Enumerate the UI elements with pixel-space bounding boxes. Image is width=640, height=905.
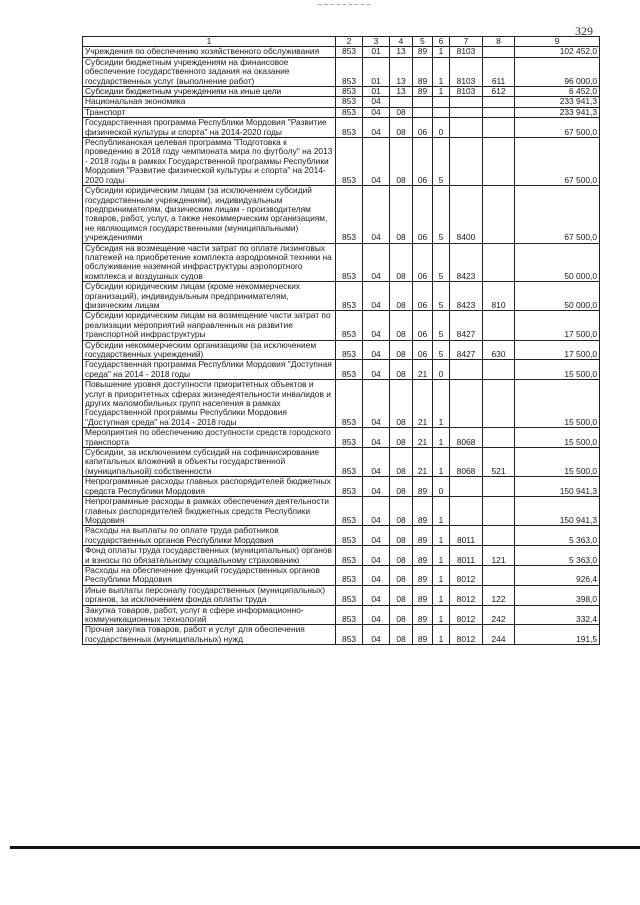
row-admin-code: 853 <box>336 380 363 428</box>
row-direction: 8103 <box>450 47 483 57</box>
table-row <box>83 97 600 107</box>
row-subprogram: 1 <box>433 428 450 448</box>
row-subsection: 08 <box>390 477 413 497</box>
row-expense-type <box>483 107 515 117</box>
row-direction: 8423 <box>450 243 483 282</box>
row-section: 04 <box>363 107 390 117</box>
row-subsection: 08 <box>390 448 413 477</box>
row-name: Республиканская целевая программа "Подготовка к проведению в 2018 году чемпионата мира по футболу" на 2013 - 2018 годы в рамках Государственной программы Республики Мордовия "Развитие физической культуры и спорта" на 2014-2020 годы <box>83 138 336 186</box>
row-amount: 150 941,3 <box>515 497 600 526</box>
row-program: 89 <box>413 585 433 605</box>
row-amount: 5 363,0 <box>515 526 600 546</box>
row-admin-code: 853 <box>336 311 363 340</box>
table-row <box>83 282 600 311</box>
row-subprogram: 0 <box>433 360 450 380</box>
row-subprogram: 5 <box>433 186 450 243</box>
row-direction <box>450 497 483 526</box>
row-program: 06 <box>413 118 433 138</box>
row-subprogram: 5 <box>433 340 450 360</box>
header-col-2: 2 <box>336 37 363 47</box>
row-section: 04 <box>363 311 390 340</box>
row-subsection: 08 <box>390 605 413 625</box>
row-expense-type <box>483 380 515 428</box>
row-admin-code: 853 <box>336 47 363 57</box>
row-expense-type: 612 <box>483 87 515 97</box>
row-direction: 8012 <box>450 565 483 585</box>
row-section: 04 <box>363 448 390 477</box>
table-row <box>83 107 600 117</box>
row-amount: 96 000,0 <box>515 57 600 86</box>
row-name: Иные выплаты персоналу государственных (муниципальных) органов, за исключением фонда оплаты труда <box>83 585 336 605</box>
row-direction <box>450 107 483 117</box>
row-section: 04 <box>363 605 390 625</box>
header-col-7: 7 <box>450 37 483 47</box>
row-section: 04 <box>363 565 390 585</box>
row-direction: 8427 <box>450 311 483 340</box>
row-subprogram: 5 <box>433 243 450 282</box>
row-admin-code: 853 <box>336 546 363 566</box>
row-expense-type <box>483 360 515 380</box>
row-direction: 8423 <box>450 282 483 311</box>
row-admin-code: 853 <box>336 186 363 243</box>
row-amount: 191,5 <box>515 625 600 645</box>
row-subsection <box>390 97 413 107</box>
row-section: 01 <box>363 57 390 86</box>
row-program: 89 <box>413 605 433 625</box>
row-subprogram: 5 <box>433 282 450 311</box>
row-name: Государственная программа Республики Мордовия "Развитие физической культуры и спорта" на 2014-2020 годы <box>83 118 336 138</box>
row-direction <box>450 477 483 497</box>
row-subsection: 08 <box>390 625 413 645</box>
row-program: 06 <box>413 311 433 340</box>
row-subsection: 08 <box>390 360 413 380</box>
row-expense-type <box>483 118 515 138</box>
header-col-5: 5 <box>413 37 433 47</box>
bottom-scan-edge <box>10 846 640 849</box>
row-amount: 15 500,0 <box>515 360 600 380</box>
table-row <box>83 497 600 526</box>
row-admin-code: 853 <box>336 243 363 282</box>
row-direction <box>450 97 483 107</box>
row-program: 89 <box>413 546 433 566</box>
row-name: Государственная программа Республики Мордовия "Доступная среда" на 2014 - 2018 годы <box>83 360 336 380</box>
row-program: 06 <box>413 243 433 282</box>
row-admin-code: 853 <box>336 477 363 497</box>
row-direction: 8103 <box>450 57 483 86</box>
row-direction <box>450 118 483 138</box>
header-col-8: 8 <box>483 37 515 47</box>
row-name: Закупка товаров, работ, услуг в сфере информационно-коммуникационных технологий <box>83 605 336 625</box>
table-row <box>83 243 600 282</box>
row-subsection: 13 <box>390 47 413 57</box>
row-admin-code: 853 <box>336 97 363 107</box>
row-subprogram: 1 <box>433 585 450 605</box>
row-subsection: 08 <box>390 526 413 546</box>
row-amount: 50 000,0 <box>515 243 600 282</box>
row-subsection: 13 <box>390 57 413 86</box>
header-col-1: 1 <box>83 37 336 47</box>
row-amount: 50 000,0 <box>515 282 600 311</box>
row-subsection: 08 <box>390 107 413 117</box>
row-section: 04 <box>363 186 390 243</box>
row-section: 04 <box>363 118 390 138</box>
row-amount: 233 941,3 <box>515 97 600 107</box>
header-col-3: 3 <box>363 37 390 47</box>
row-program: 89 <box>413 47 433 57</box>
row-expense-type: 242 <box>483 605 515 625</box>
table-row <box>83 340 600 360</box>
row-subprogram: 0 <box>433 477 450 497</box>
row-subprogram: 1 <box>433 546 450 566</box>
row-program: 89 <box>413 526 433 546</box>
row-subprogram: 1 <box>433 625 450 645</box>
table-row <box>83 526 600 546</box>
row-direction: 8012 <box>450 625 483 645</box>
table-row <box>83 186 600 243</box>
table-row <box>83 565 600 585</box>
row-subprogram: 5 <box>433 138 450 186</box>
row-name: Субсидии юридическим лицам (за исключением субсидий государственным учреждениям), индивидуальным предпринимателям, физическим лицам - производителям товаров, работ, услуг, а также некоммерческим организациям, не являющимся государственными (муниципальными) учреждениями <box>83 186 336 243</box>
row-subprogram: 1 <box>433 448 450 477</box>
header-col-4: 4 <box>390 37 413 47</box>
row-admin-code: 853 <box>336 605 363 625</box>
row-subsection: 08 <box>390 243 413 282</box>
row-subsection: 08 <box>390 546 413 566</box>
row-name: Субсидии бюджетным учреждениям на иные цели <box>83 87 336 97</box>
row-expense-type: 630 <box>483 340 515 360</box>
row-expense-type: 611 <box>483 57 515 86</box>
row-expense-type: 810 <box>483 282 515 311</box>
row-name: Прочая закупка товаров, работ и услуг для обеспечения государственных (муниципальных) нужд <box>83 625 336 645</box>
row-section: 01 <box>363 87 390 97</box>
row-subsection: 13 <box>390 87 413 97</box>
row-amount: 67 500,0 <box>515 118 600 138</box>
row-name: Транспорт <box>83 107 336 117</box>
row-amount: 15 500,0 <box>515 380 600 428</box>
row-amount: 926,4 <box>515 565 600 585</box>
row-section: 04 <box>363 625 390 645</box>
row-subsection: 08 <box>390 138 413 186</box>
row-amount: 67 500,0 <box>515 138 600 186</box>
row-program: 06 <box>413 340 433 360</box>
row-subprogram: 1 <box>433 605 450 625</box>
row-section: 04 <box>363 380 390 428</box>
row-name: Субсидия на возмещение части затрат по оплате лизинговых платежей на приобретение комплекта аэродромной техники на обслуживание наземной инфраструктуры аэропортного комплекса и воздушных судов <box>83 243 336 282</box>
row-name: Непрограммные расходы главных распорядителей бюджетных средств Республики Мордовия <box>83 477 336 497</box>
row-expense-type <box>483 138 515 186</box>
row-program: 89 <box>413 87 433 97</box>
row-expense-type <box>483 565 515 585</box>
row-subprogram <box>433 107 450 117</box>
row-section: 04 <box>363 340 390 360</box>
row-admin-code: 853 <box>336 428 363 448</box>
budget-table <box>82 36 600 645</box>
row-amount: 5 363,0 <box>515 546 600 566</box>
row-expense-type <box>483 311 515 340</box>
page-number: 329 <box>575 24 593 38</box>
row-program <box>413 97 433 107</box>
row-expense-type <box>483 97 515 107</box>
row-direction: 8068 <box>450 448 483 477</box>
row-amount: 150 941,3 <box>515 477 600 497</box>
row-name: Субсидии бюджетным учреждениям на финансовое обеспечение государственного задания на оказание государственных услуг (выполнение работ) <box>83 57 336 86</box>
row-amount: 67 500,0 <box>515 186 600 243</box>
table-row <box>83 585 600 605</box>
row-section: 04 <box>363 546 390 566</box>
row-program: 89 <box>413 565 433 585</box>
row-name: Учреждения по обеспечению хозяйственного обслуживания <box>83 47 336 57</box>
row-section: 01 <box>363 47 390 57</box>
row-subprogram: 1 <box>433 47 450 57</box>
table-row <box>83 360 600 380</box>
row-expense-type <box>483 243 515 282</box>
table-row <box>83 448 600 477</box>
row-subprogram: 1 <box>433 497 450 526</box>
row-admin-code: 853 <box>336 87 363 97</box>
row-program: 06 <box>413 138 433 186</box>
row-direction: 8012 <box>450 585 483 605</box>
row-program: 21 <box>413 428 433 448</box>
row-admin-code: 853 <box>336 107 363 117</box>
row-direction: 8400 <box>450 186 483 243</box>
row-expense-type: 121 <box>483 546 515 566</box>
row-amount: 102 452,0 <box>515 47 600 57</box>
row-subprogram: 1 <box>433 87 450 97</box>
row-admin-code: 853 <box>336 118 363 138</box>
row-expense-type <box>483 47 515 57</box>
row-section: 04 <box>363 138 390 186</box>
row-expense-type: 244 <box>483 625 515 645</box>
table-row <box>83 118 600 138</box>
row-name: Национальная экономика <box>83 97 336 107</box>
row-direction: 8011 <box>450 526 483 546</box>
row-section: 04 <box>363 497 390 526</box>
row-section: 04 <box>363 428 390 448</box>
table-row <box>83 87 600 97</box>
table-row <box>83 625 600 645</box>
row-subprogram: 1 <box>433 57 450 86</box>
row-name: Расходы на обеспечение функций государственных органов Республики Мордовия <box>83 565 336 585</box>
row-subprogram <box>433 97 450 107</box>
row-subsection: 08 <box>390 340 413 360</box>
row-program: 89 <box>413 477 433 497</box>
row-section: 04 <box>363 282 390 311</box>
row-section: 04 <box>363 477 390 497</box>
row-name: Фонд оплаты труда государственных (муниципальных) органов и взносы по обязательному социальному страхованию <box>83 546 336 566</box>
row-subsection: 08 <box>390 380 413 428</box>
row-direction: 8427 <box>450 340 483 360</box>
row-admin-code: 853 <box>336 585 363 605</box>
row-amount: 332,4 <box>515 605 600 625</box>
row-name: Субсидии некоммерческим организациям (за исключением государственных учреждений) <box>83 340 336 360</box>
table-header-row <box>83 37 600 47</box>
row-expense-type: 521 <box>483 448 515 477</box>
row-subsection: 08 <box>390 311 413 340</box>
row-name: Расходы на выплаты по оплате труда работников государственных органов Республики Мордовия <box>83 526 336 546</box>
row-amount: 398,0 <box>515 585 600 605</box>
row-admin-code: 853 <box>336 340 363 360</box>
row-direction: 8012 <box>450 605 483 625</box>
row-program: 21 <box>413 360 433 380</box>
row-name: Повышение уровня доступности приоритетных объектов и услуг в приоритетных сферах жизнедеятельности инвалидов и других маломобильных групп населения в рамках Государственной программы Республики Мордовия "Доступная среда" на 2014 - 2018 годы <box>83 380 336 428</box>
row-subsection: 08 <box>390 585 413 605</box>
row-direction <box>450 380 483 428</box>
row-admin-code: 853 <box>336 526 363 546</box>
row-program: 21 <box>413 380 433 428</box>
row-name: Субсидии юридическим лицам (кроме некоммерческих организаций), индивидуальным предпринимателям, физическим лицам <box>83 282 336 311</box>
row-admin-code: 853 <box>336 282 363 311</box>
row-program: 89 <box>413 497 433 526</box>
row-admin-code: 853 <box>336 57 363 86</box>
row-admin-code: 853 <box>336 138 363 186</box>
row-name: Непрограммные расходы в рамках обеспечения деятельности главных распорядителей бюджетных средств Республики Мордовия <box>83 497 336 526</box>
row-program: 21 <box>413 448 433 477</box>
table-row <box>83 47 600 57</box>
row-name: Субсидии, за исключением субсидий на софинансирование капитальных вложений в объекты государственной (муниципальной) собственности <box>83 448 336 477</box>
row-expense-type <box>483 428 515 448</box>
table-row <box>83 138 600 186</box>
row-expense-type <box>483 497 515 526</box>
row-program <box>413 107 433 117</box>
row-amount: 233 941,3 <box>515 107 600 117</box>
row-amount: 17 500,0 <box>515 311 600 340</box>
row-section: 04 <box>363 526 390 546</box>
row-section: 04 <box>363 243 390 282</box>
table-row <box>83 477 600 497</box>
top-margin-mark: ~ ~ ~ ~ ~ ~ ~ ~ ~ <box>318 2 371 9</box>
header-col-6: 6 <box>433 37 450 47</box>
row-subsection: 08 <box>390 428 413 448</box>
table-row <box>83 57 600 86</box>
row-subsection: 08 <box>390 186 413 243</box>
row-admin-code: 853 <box>336 625 363 645</box>
table-row <box>83 311 600 340</box>
row-direction <box>450 360 483 380</box>
row-amount: 6 452,0 <box>515 87 600 97</box>
row-name: Субсидии юридическим лицам на возмещение части затрат по реализации мероприятий направленных на развитие транспортной инфраструктуры <box>83 311 336 340</box>
row-admin-code: 853 <box>336 448 363 477</box>
header-col-9: 9 <box>515 37 600 47</box>
row-subprogram: 1 <box>433 380 450 428</box>
row-program: 89 <box>413 57 433 86</box>
table-row <box>83 546 600 566</box>
row-expense-type: 122 <box>483 585 515 605</box>
row-direction: 8011 <box>450 546 483 566</box>
row-program: 06 <box>413 282 433 311</box>
row-subprogram: 1 <box>433 526 450 546</box>
row-program: 06 <box>413 186 433 243</box>
row-direction: 8103 <box>450 87 483 97</box>
row-subsection: 08 <box>390 565 413 585</box>
row-expense-type <box>483 186 515 243</box>
row-admin-code: 853 <box>336 565 363 585</box>
table-row <box>83 380 600 428</box>
row-expense-type <box>483 526 515 546</box>
row-section: 04 <box>363 360 390 380</box>
row-amount: 17 500,0 <box>515 340 600 360</box>
row-amount: 15 500,0 <box>515 428 600 448</box>
row-subsection: 08 <box>390 282 413 311</box>
row-expense-type <box>483 477 515 497</box>
table-row <box>83 605 600 625</box>
row-subprogram: 1 <box>433 565 450 585</box>
table-row <box>83 428 600 448</box>
row-program: 89 <box>413 625 433 645</box>
row-amount: 15 500,0 <box>515 448 600 477</box>
row-direction: 8068 <box>450 428 483 448</box>
row-admin-code: 853 <box>336 360 363 380</box>
row-section: 04 <box>363 585 390 605</box>
row-admin-code: 853 <box>336 497 363 526</box>
row-subprogram: 0 <box>433 118 450 138</box>
row-subsection: 08 <box>390 118 413 138</box>
row-section: 04 <box>363 97 390 107</box>
row-name: Мероприятия по обеспечению доступности средств городского транспорта <box>83 428 336 448</box>
row-subsection: 08 <box>390 497 413 526</box>
row-subprogram: 5 <box>433 311 450 340</box>
row-direction <box>450 138 483 186</box>
